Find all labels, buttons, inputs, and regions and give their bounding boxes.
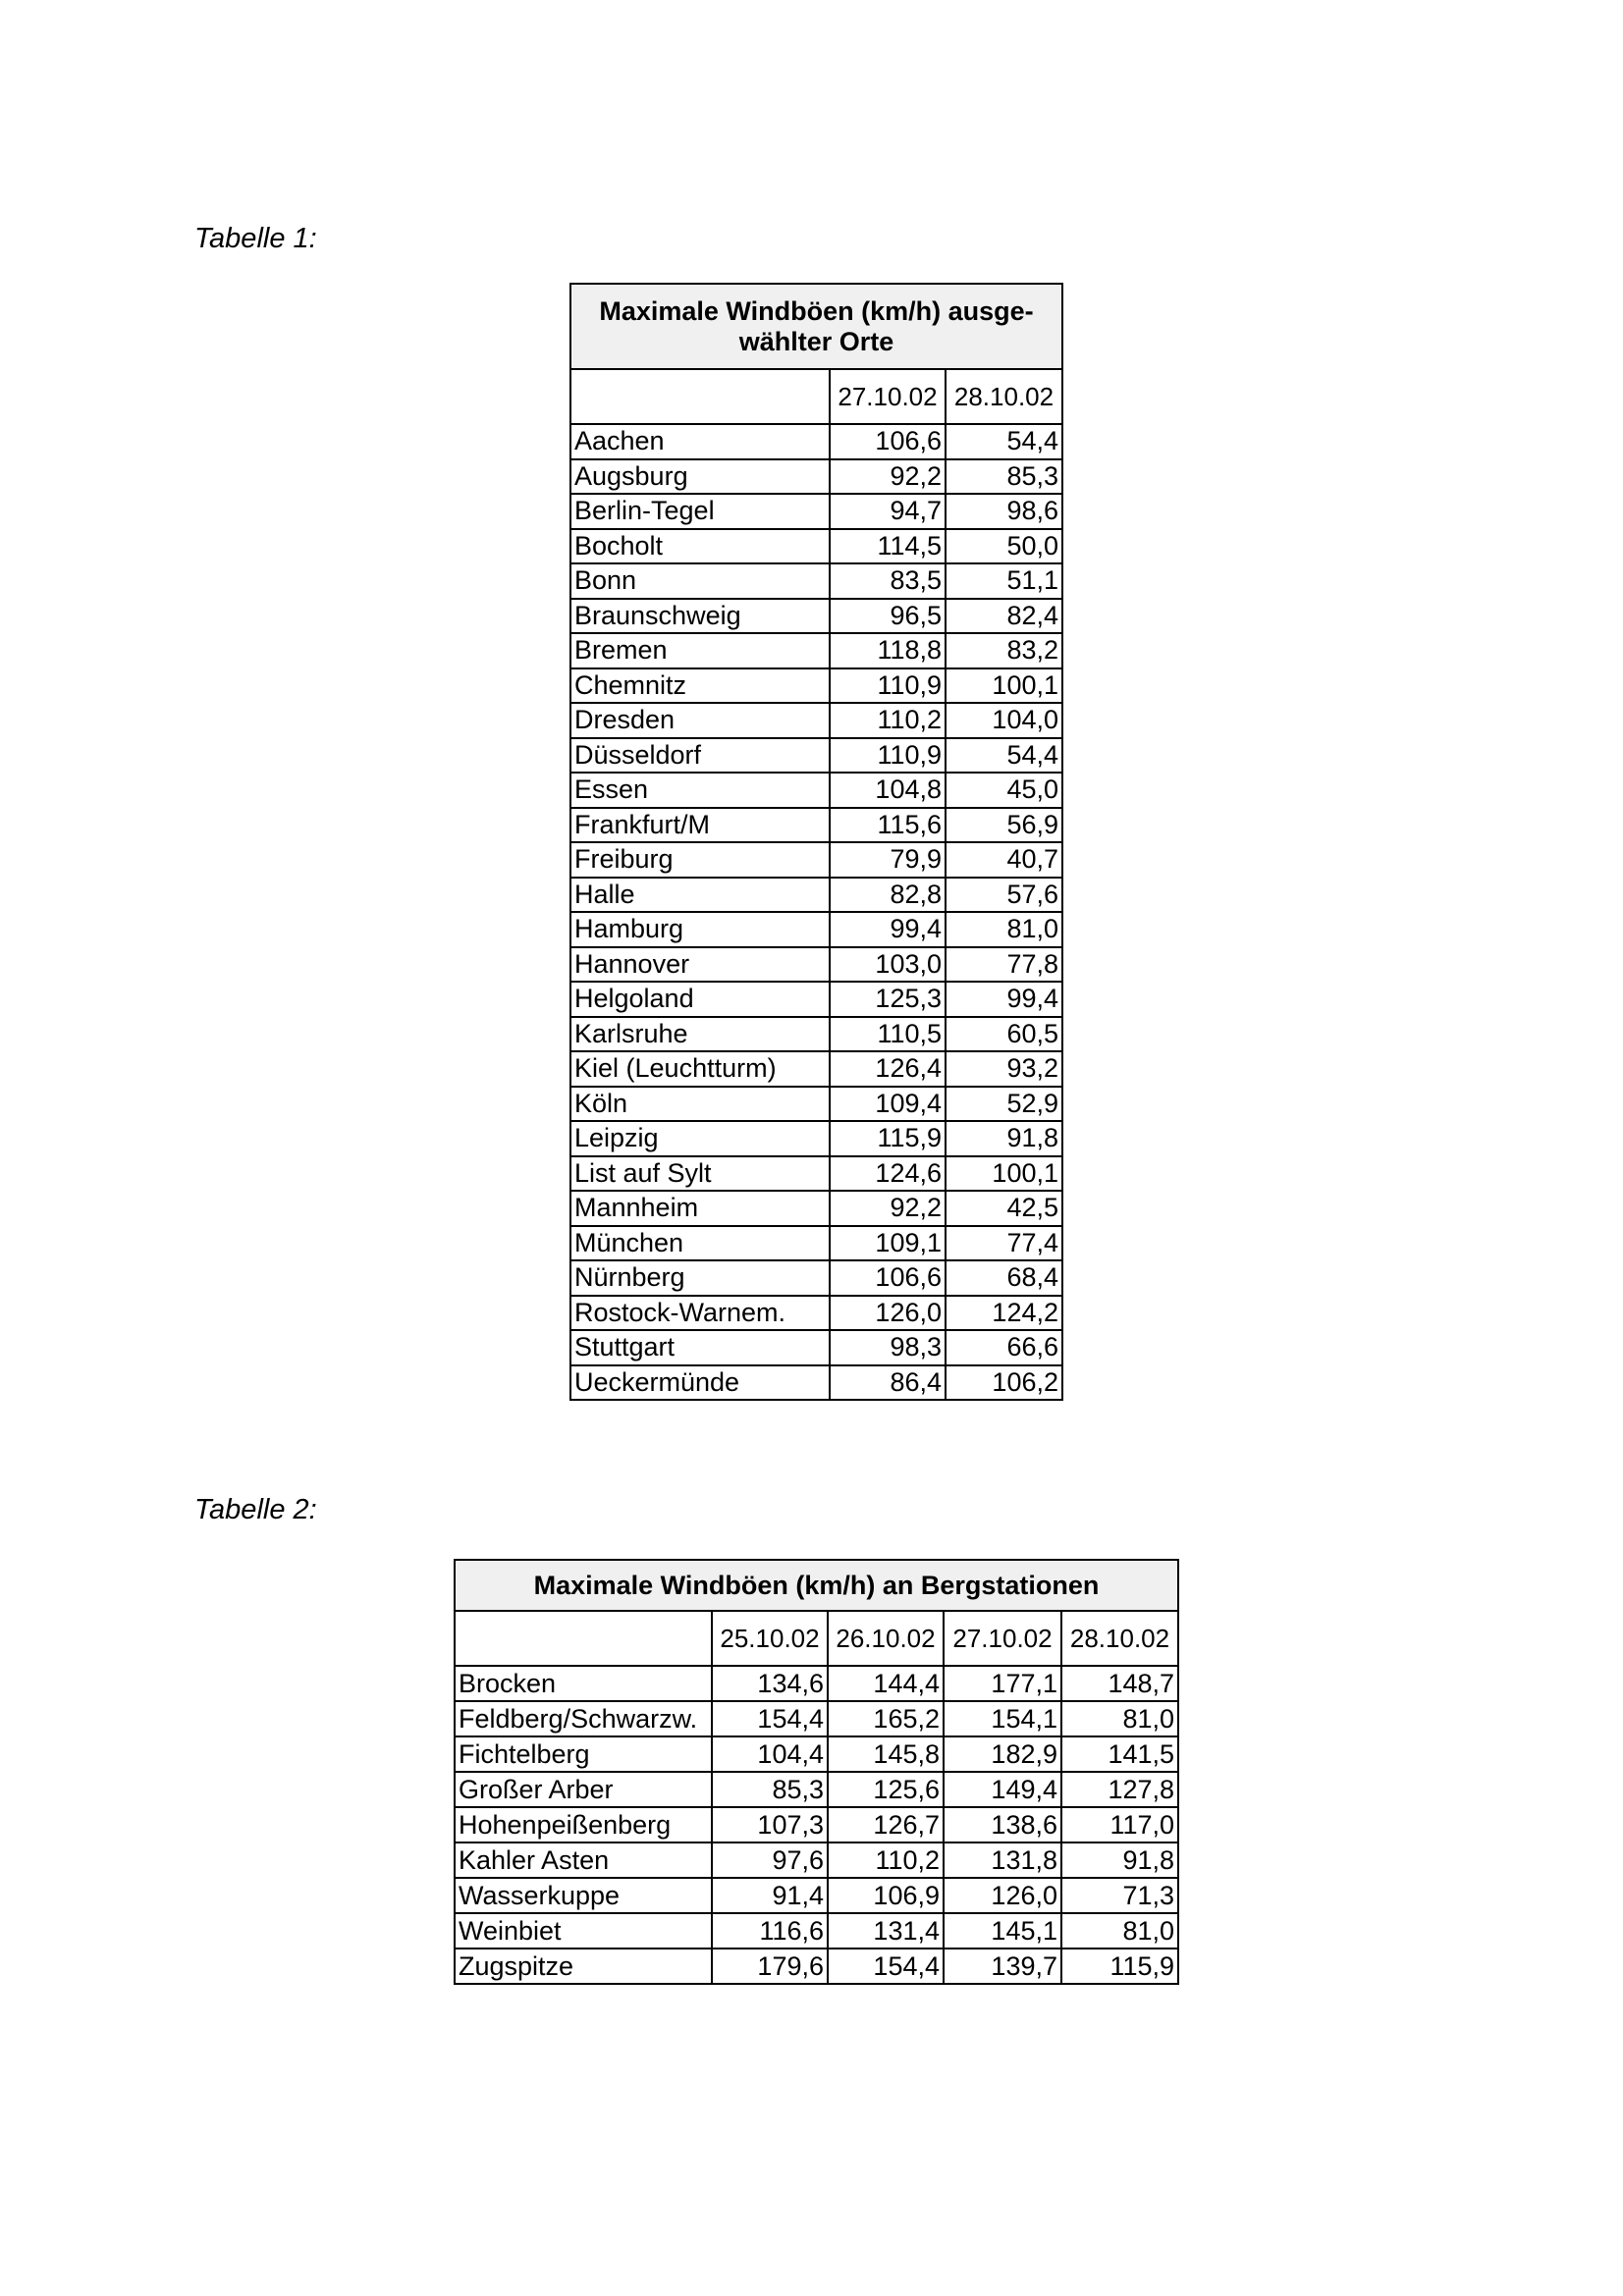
wind-gust-value-cell: 94,7 [830,494,946,529]
table-row [570,494,1062,529]
table2-header-cell: 25.10.02 [712,1611,828,1666]
wind-gust-value-cell: 104,8 [830,773,946,808]
table-row [570,703,1062,738]
wind-gust-value-cell: 50,0 [946,529,1062,564]
table-row [455,1842,1178,1878]
wind-gust-value-cell: 85,3 [946,459,1062,495]
wind-gust-value-cell: 154,1 [944,1701,1061,1736]
station-name-cell: Zugspitze [455,1949,712,1984]
wind-gust-value-cell: 57,6 [946,878,1062,913]
station-name-cell: Bonn [570,563,830,599]
station-name-cell: Hamburg [570,912,830,947]
station-name-cell: Hannover [570,947,830,983]
wind-gust-value-cell: 115,9 [830,1121,946,1156]
table-row [455,1772,1178,1807]
wind-gust-value-cell: 104,4 [712,1736,828,1772]
table-row [570,1365,1062,1401]
wind-gust-value-cell: 131,4 [828,1913,944,1949]
table2-header-cell: 28.10.02 [1061,1611,1178,1666]
wind-gust-value-cell: 82,8 [830,878,946,913]
station-name-cell: Hohenpeißenberg [455,1807,712,1842]
wind-gust-value-cell: 117,0 [1061,1807,1178,1842]
wind-gust-value-cell: 54,4 [946,738,1062,774]
wind-gust-value-cell: 96,5 [830,599,946,634]
wind-gust-value-cell: 110,2 [830,703,946,738]
table2-title: Maximale Windböen (km/h) an Bergstationen [455,1560,1178,1611]
wind-gust-value-cell: 86,4 [830,1365,946,1401]
wind-gust-value-cell: 60,5 [946,1017,1062,1052]
table-row [570,633,1062,668]
station-name-cell: Wasserkuppe [455,1878,712,1913]
wind-gust-value-cell: 83,5 [830,563,946,599]
wind-gust-value-cell: 126,7 [828,1807,944,1842]
station-name-cell: Berlin-Tegel [570,494,830,529]
wind-gust-value-cell: 91,8 [946,1121,1062,1156]
wind-gust-value-cell: 110,5 [830,1017,946,1052]
station-name-cell: Großer Arber [455,1772,712,1807]
table-row [570,773,1062,808]
wind-gust-value-cell: 98,6 [946,494,1062,529]
wind-gust-value-cell: 134,6 [712,1666,828,1701]
table-row [455,1878,1178,1913]
wind-gust-value-cell: 126,4 [830,1051,946,1087]
table1-title-row [570,284,1062,369]
station-name-cell: Essen [570,773,830,808]
table-row [455,1666,1178,1701]
wind-gust-value-cell: 106,6 [830,1260,946,1296]
station-name-cell: Brocken [455,1666,712,1701]
table-row [570,1017,1062,1052]
wind-gust-value-cell: 110,9 [830,738,946,774]
wind-gust-value-cell: 107,3 [712,1807,828,1842]
wind-gust-value-cell: 99,4 [830,912,946,947]
wind-gust-value-cell: 138,6 [944,1807,1061,1842]
wind-gust-value-cell: 83,2 [946,633,1062,668]
wind-gust-value-cell: 145,8 [828,1736,944,1772]
wind-gust-value-cell: 92,2 [830,459,946,495]
wind-gust-value-cell: 91,8 [1061,1842,1178,1878]
wind-gust-value-cell: 139,7 [944,1949,1061,1984]
wind-gusts-mountain-stations-table [454,1559,1179,1985]
wind-gust-value-cell: 51,1 [946,563,1062,599]
table-row [570,1260,1062,1296]
wind-gust-value-cell: 126,0 [944,1878,1061,1913]
wind-gust-value-cell: 154,4 [712,1701,828,1736]
wind-gust-value-cell: 182,9 [944,1736,1061,1772]
table-row [570,1156,1062,1192]
table-row [570,738,1062,774]
wind-gust-value-cell: 92,2 [830,1191,946,1226]
table-row [570,808,1062,843]
station-name-cell: Mannheim [570,1191,830,1226]
table1-title-line1: Maximale Windböen (km/h) ausge- [599,295,1034,326]
table-row [570,1226,1062,1261]
table-row [570,982,1062,1017]
wind-gust-value-cell: 115,6 [830,808,946,843]
wind-gust-value-cell: 81,0 [946,912,1062,947]
table-row [570,1330,1062,1365]
station-name-cell: Halle [570,878,830,913]
wind-gust-value-cell: 114,5 [830,529,946,564]
wind-gust-value-cell: 124,2 [946,1296,1062,1331]
wind-gust-value-cell: 98,3 [830,1330,946,1365]
station-name-cell: List auf Sylt [570,1156,830,1192]
station-name-cell: Feldberg/Schwarzw. [455,1701,712,1736]
wind-gust-value-cell: 77,4 [946,1226,1062,1261]
wind-gust-value-cell: 125,6 [828,1772,944,1807]
wind-gust-value-cell: 99,4 [946,982,1062,1017]
wind-gust-value-cell: 68,4 [946,1260,1062,1296]
station-name-cell: Kiel (Leuchtturm) [570,1051,830,1087]
table-row [570,1051,1062,1087]
table-row [570,459,1062,495]
table-row [455,1701,1178,1736]
station-name-cell: Nürnberg [570,1260,830,1296]
wind-gust-value-cell: 126,0 [830,1296,946,1331]
table-row [570,912,1062,947]
wind-gust-value-cell: 81,0 [1061,1701,1178,1736]
wind-gust-value-cell: 106,6 [830,424,946,459]
wind-gust-value-cell: 110,2 [828,1842,944,1878]
wind-gust-value-cell: 56,9 [946,808,1062,843]
station-name-cell: Braunschweig [570,599,830,634]
table2-header-row [455,1611,1178,1666]
wind-gust-value-cell: 66,6 [946,1330,1062,1365]
table1-title-line2: wählter Orte [738,326,894,356]
wind-gust-value-cell: 125,3 [830,982,946,1017]
wind-gust-value-cell: 109,1 [830,1226,946,1261]
wind-gust-value-cell: 127,8 [1061,1772,1178,1807]
table2-title-row [455,1560,1178,1611]
wind-gust-value-cell: 179,6 [712,1949,828,1984]
wind-gust-value-cell: 71,3 [1061,1878,1178,1913]
wind-gust-value-cell: 91,4 [712,1878,828,1913]
wind-gust-value-cell: 116,6 [712,1913,828,1949]
wind-gust-value-cell: 93,2 [946,1051,1062,1087]
station-name-cell: Aachen [570,424,830,459]
station-name-cell: Augsburg [570,459,830,495]
table-row [570,599,1062,634]
wind-gust-value-cell: 81,0 [1061,1913,1178,1949]
wind-gust-value-cell: 40,7 [946,842,1062,878]
wind-gust-value-cell: 77,8 [946,947,1062,983]
table-row [570,1296,1062,1331]
wind-gust-value-cell: 154,4 [828,1949,944,1984]
table-row [570,563,1062,599]
station-name-cell: Fichtelberg [455,1736,712,1772]
station-name-cell: Stuttgart [570,1330,830,1365]
table-row [570,1087,1062,1122]
wind-gust-value-cell: 148,7 [1061,1666,1178,1701]
wind-gust-value-cell: 104,0 [946,703,1062,738]
table2-header-cell: 27.10.02 [944,1611,1061,1666]
station-name-cell: Helgoland [570,982,830,1017]
station-name-cell: München [570,1226,830,1261]
wind-gust-value-cell: 103,0 [830,947,946,983]
station-name-cell: Köln [570,1087,830,1122]
wind-gust-value-cell: 42,5 [946,1191,1062,1226]
table-row [570,529,1062,564]
table2-header-cell [455,1611,712,1666]
station-name-cell: Chemnitz [570,668,830,704]
wind-gust-value-cell: 82,4 [946,599,1062,634]
wind-gust-value-cell: 54,4 [946,424,1062,459]
table-row [570,424,1062,459]
table-row [570,1191,1062,1226]
wind-gust-value-cell: 97,6 [712,1842,828,1878]
station-name-cell: Rostock-Warnem. [570,1296,830,1331]
wind-gust-value-cell: 131,8 [944,1842,1061,1878]
wind-gust-value-cell: 118,8 [830,633,946,668]
station-name-cell: Karlsruhe [570,1017,830,1052]
wind-gust-value-cell: 100,1 [946,668,1062,704]
station-name-cell: Weinbiet [455,1913,712,1949]
wind-gusts-cities-table [569,283,1063,1401]
wind-gust-value-cell: 85,3 [712,1772,828,1807]
station-name-cell: Ueckermünde [570,1365,830,1401]
wind-gust-value-cell: 100,1 [946,1156,1062,1192]
station-name-cell: Bocholt [570,529,830,564]
wind-gust-value-cell: 165,2 [828,1701,944,1736]
wind-gust-value-cell: 115,9 [1061,1949,1178,1984]
station-name-cell: Bremen [570,633,830,668]
table1-header-cell: 28.10.02 [946,369,1062,424]
table-row [455,1913,1178,1949]
wind-gust-value-cell: 106,9 [828,1878,944,1913]
station-name-cell: Dresden [570,703,830,738]
table1-caption: Tabelle 1: [194,223,317,254]
station-name-cell: Freiburg [570,842,830,878]
wind-gust-value-cell: 110,9 [830,668,946,704]
table1-title [570,284,1062,369]
wind-gust-value-cell: 52,9 [946,1087,1062,1122]
wind-gust-value-cell: 109,4 [830,1087,946,1122]
wind-gust-value-cell: 149,4 [944,1772,1061,1807]
wind-gust-value-cell: 124,6 [830,1156,946,1192]
table-row [570,947,1062,983]
table-row [570,842,1062,878]
station-name-cell: Düsseldorf [570,738,830,774]
wind-gust-value-cell: 141,5 [1061,1736,1178,1772]
table-row [455,1949,1178,1984]
table1-header-cell: 27.10.02 [830,369,946,424]
wind-gust-value-cell: 79,9 [830,842,946,878]
table-row [570,1121,1062,1156]
wind-gust-value-cell: 177,1 [944,1666,1061,1701]
wind-gust-value-cell: 45,0 [946,773,1062,808]
wind-gust-value-cell: 106,2 [946,1365,1062,1401]
table1-header-row [570,369,1062,424]
station-name-cell: Leipzig [570,1121,830,1156]
table2-header-cell: 26.10.02 [828,1611,944,1666]
table-row [455,1807,1178,1842]
wind-gust-value-cell: 145,1 [944,1913,1061,1949]
table-row [455,1736,1178,1772]
table-row [570,878,1062,913]
station-name-cell: Kahler Asten [455,1842,712,1878]
wind-gust-value-cell: 144,4 [828,1666,944,1701]
table1-header-cell [570,369,830,424]
station-name-cell: Frankfurt/M [570,808,830,843]
table-row [570,668,1062,704]
table2-caption: Tabelle 2: [194,1494,317,1525]
